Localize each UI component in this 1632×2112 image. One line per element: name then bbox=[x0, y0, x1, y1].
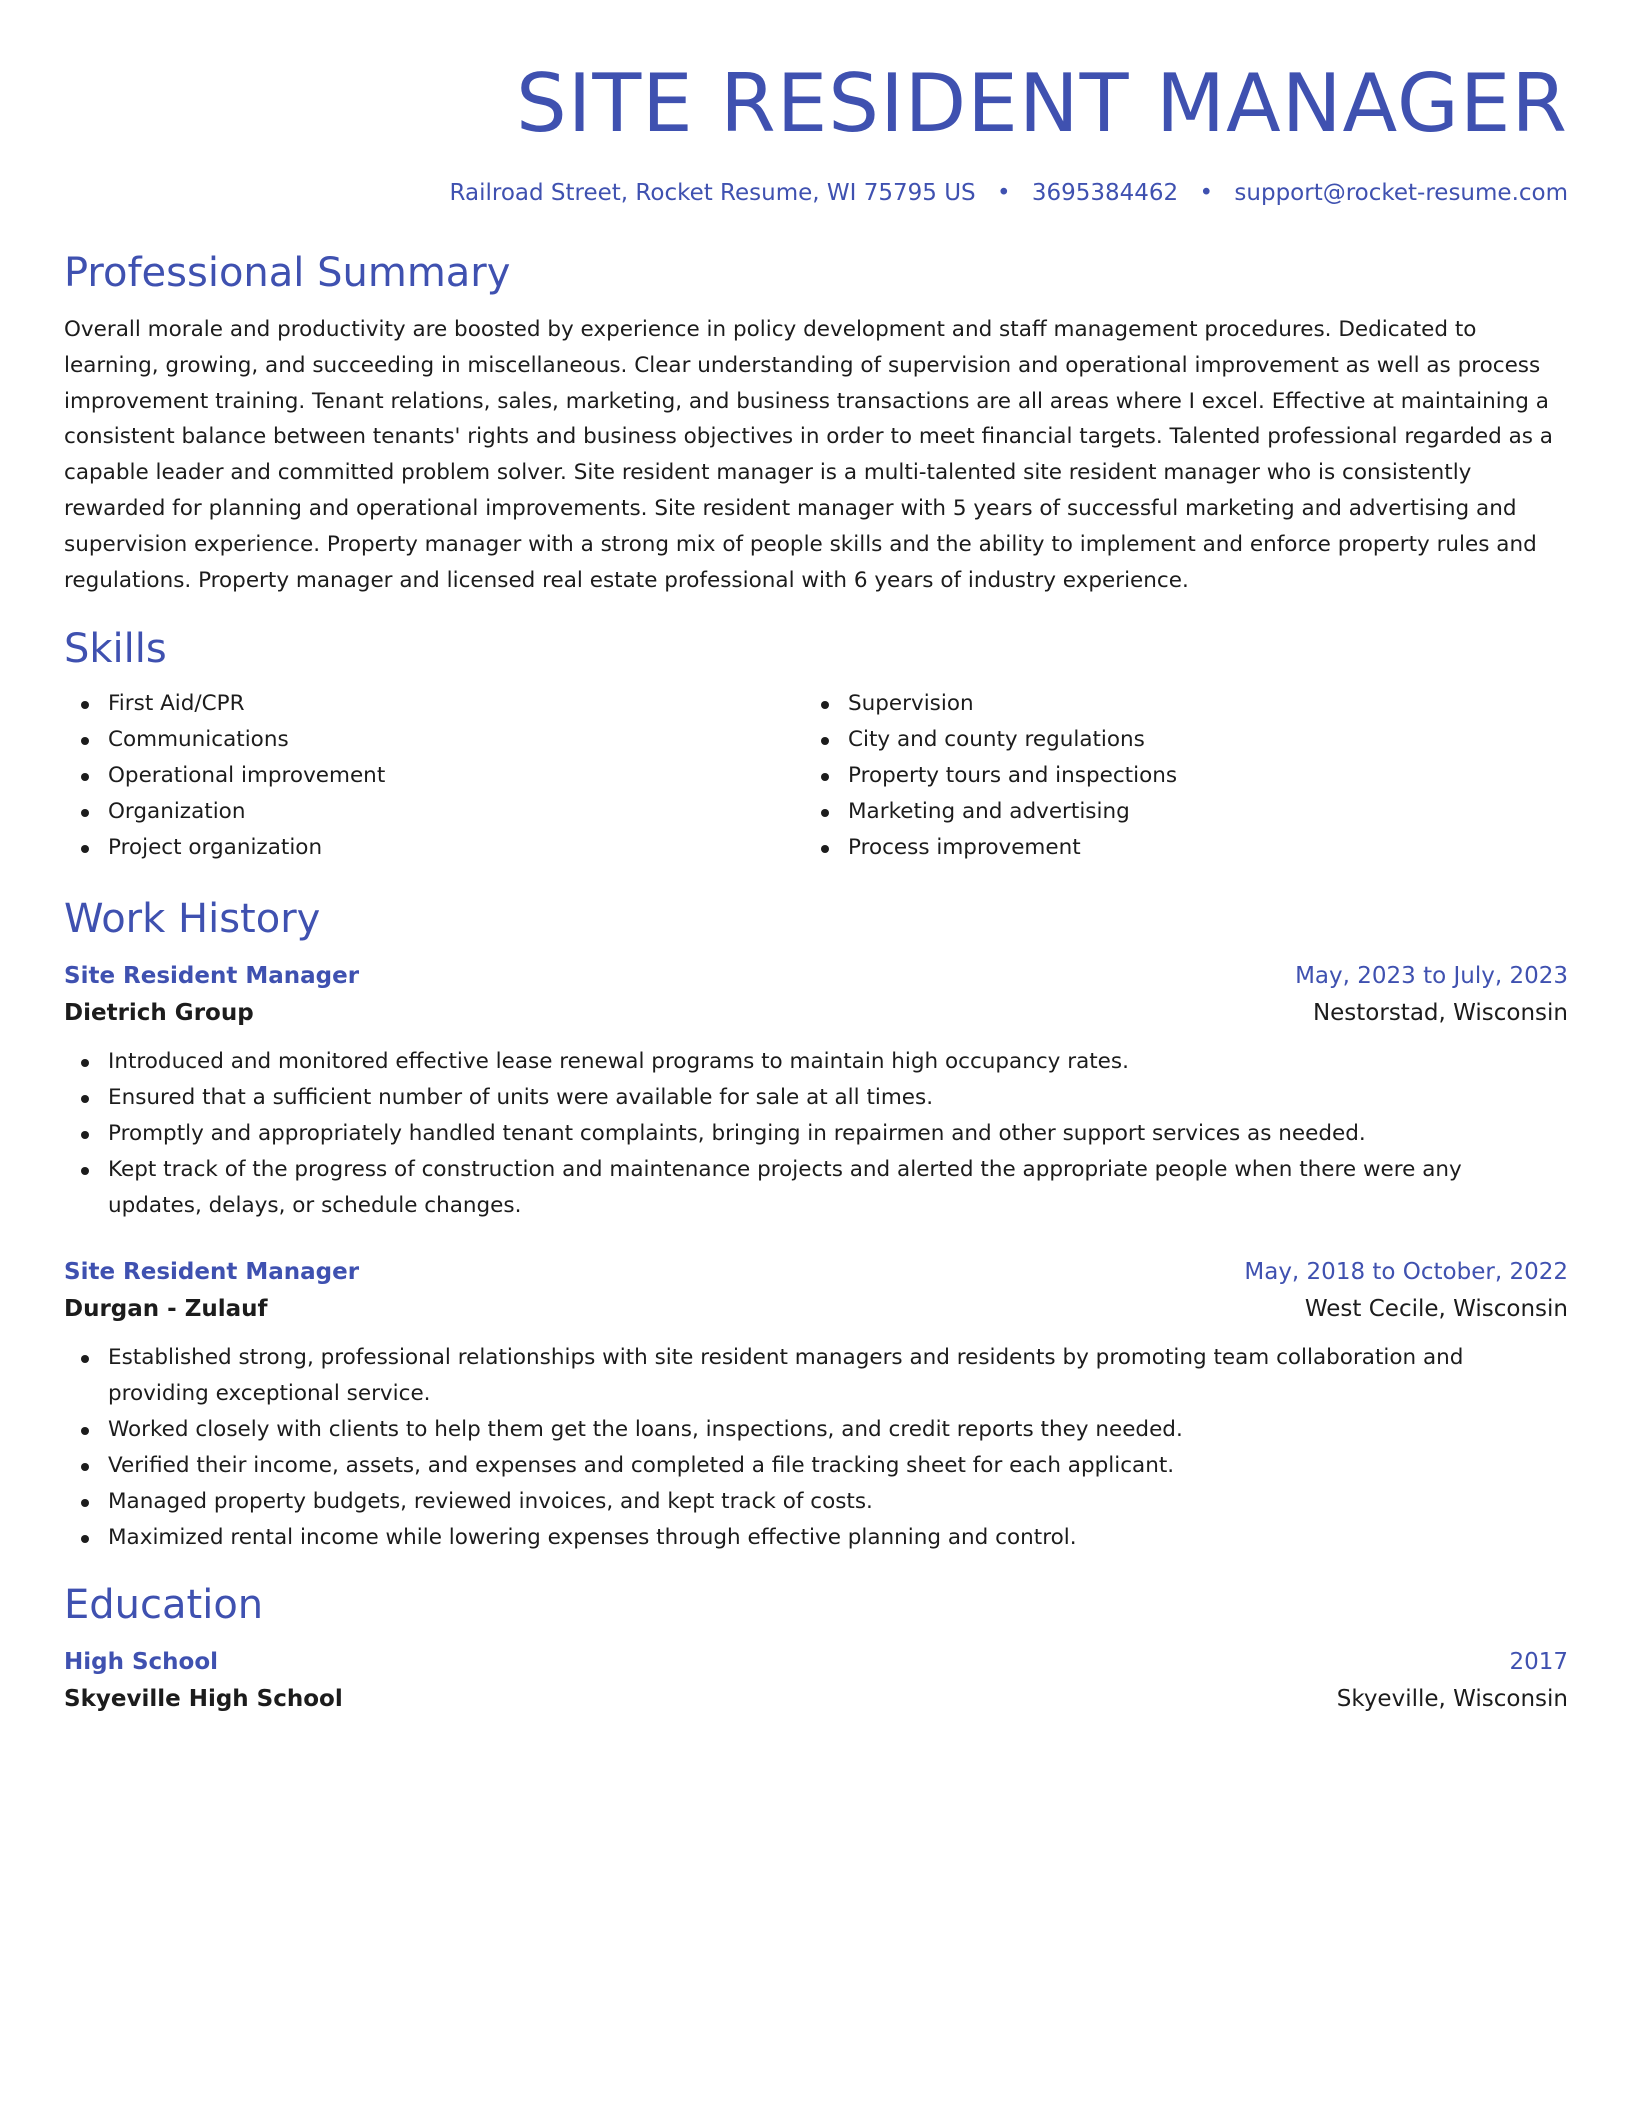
job-bullet: Managed property budgets, reviewed invoices, and kept track of costs. bbox=[64, 1484, 1568, 1520]
skill-item: Organization bbox=[64, 794, 804, 830]
job-dates: May, 2018 to October, 2022 bbox=[1244, 1259, 1568, 1286]
skill-item: City and county regulations bbox=[804, 722, 1544, 758]
skill-item: Operational improvement bbox=[64, 758, 804, 794]
job-bullet: Maximized rental income while lowering expenses through effective planning and control. bbox=[64, 1520, 1568, 1556]
skill-item: Project organization bbox=[64, 830, 804, 866]
job-company-row bbox=[64, 1290, 1568, 1328]
contact-separator: • bbox=[996, 180, 1011, 206]
job-role: Site Resident Manager bbox=[64, 1259, 360, 1286]
job-company: Durgan - Zulauf bbox=[64, 1296, 268, 1323]
job-bullets bbox=[64, 1340, 1568, 1556]
skill-item: Property tours and inspections bbox=[804, 758, 1544, 794]
job-bullets bbox=[64, 1044, 1568, 1224]
education-entry bbox=[64, 1644, 1568, 1718]
job-bullet: Ensured that a sufficient number of units were available for sale at all times. bbox=[64, 1080, 1568, 1116]
skills-list bbox=[64, 686, 1568, 866]
contact-address: Railroad Street, Rocket Resume, WI 75795 US bbox=[449, 180, 976, 206]
job-bullet: Introduced and monitored effective lease renewal programs to maintain high occupancy rates. bbox=[64, 1044, 1568, 1080]
job-location: West Cecile, Wisconsin bbox=[1304, 1296, 1568, 1323]
job-bullet: Kept track of the progress of construction and maintenance projects and alerted the appropriate people when there were any updates, delays, or schedule changes. bbox=[64, 1152, 1568, 1224]
job-company-row bbox=[64, 994, 1568, 1032]
skill-item: Communications bbox=[64, 722, 804, 758]
job-header-row bbox=[64, 1254, 1568, 1290]
contact-line bbox=[64, 178, 1568, 208]
job-bullet: Promptly and appropriately handled tenant complaints, bringing in repairmen and other support services as needed. bbox=[64, 1116, 1568, 1152]
skill-item: Supervision bbox=[804, 686, 1544, 722]
resume-name: SITE RESIDENT MANAGER bbox=[515, 57, 1568, 150]
summary-text: Overall morale and productivity are boosted by experience in policy development and staff management procedures. Dedicated to learning, growing, and succeeding in miscellaneous. Clear understanding of supervision and operational improvement as well as process improvement training. Tenant relations, sales, marketing, and business transactions are all areas where I excel. Effective at maintaining a consistent balance between tenants' rights and business objectives in order to meet financial targets. Talented professional regarded as a capable leader and committed problem solver. Site resident manager is a multi-talented site resident manager who is consistently rewarded for planning and operational improvements. Site resident manager with 5 years of successful marketing and advertising and supervision experience. Property manager with a strong mix of people skills and the ability to implement and enforce property rules and regulations. Property manager and licensed real estate professional with 6 years of industry experience. bbox=[64, 317, 1553, 593]
job-company: Dietrich Group bbox=[64, 1000, 254, 1027]
job-role: Site Resident Manager bbox=[64, 963, 360, 990]
skill-item: Marketing and advertising bbox=[804, 794, 1544, 830]
education-school: Skyeville High School bbox=[64, 1686, 343, 1713]
job-bullet: Established strong, professional relationships with site resident managers and residents by promoting team collaboration and providing exceptional service. bbox=[64, 1340, 1568, 1412]
education-location: Skyeville, Wisconsin bbox=[1336, 1686, 1568, 1713]
work-history-heading: Work History bbox=[64, 896, 321, 943]
job-entry bbox=[64, 1254, 1568, 1556]
skills-column-left bbox=[64, 686, 804, 866]
education-degree: High School bbox=[64, 1649, 219, 1676]
contact-phone: 3695384462 bbox=[1031, 180, 1179, 206]
job-location: Nestorstad, Wisconsin bbox=[1312, 1000, 1568, 1027]
job-bullet: Verified their income, assets, and expenses and completed a file tracking sheet for each applicant. bbox=[64, 1448, 1568, 1484]
job-entry bbox=[64, 958, 1568, 1224]
summary-heading: Professional Summary bbox=[64, 250, 511, 296]
skill-item: Process improvement bbox=[804, 830, 1544, 866]
job-bullet: Worked closely with clients to help them get the loans, inspections, and credit reports they needed. bbox=[64, 1412, 1568, 1448]
job-header-row bbox=[64, 958, 1568, 994]
skills-column-right bbox=[804, 686, 1544, 866]
education-school-row bbox=[64, 1680, 1568, 1718]
contact-email[interactable]: support@rocket-resume.com bbox=[1234, 180, 1568, 206]
contact-separator: • bbox=[1199, 180, 1214, 206]
skills-heading: Skills bbox=[64, 626, 167, 673]
skill-item: First Aid/CPR bbox=[64, 686, 804, 722]
education-heading: Education bbox=[64, 1582, 264, 1629]
job-dates: May, 2023 to July, 2023 bbox=[1295, 963, 1568, 990]
education-header-row bbox=[64, 1644, 1568, 1680]
education-year: 2017 bbox=[1509, 1649, 1568, 1676]
